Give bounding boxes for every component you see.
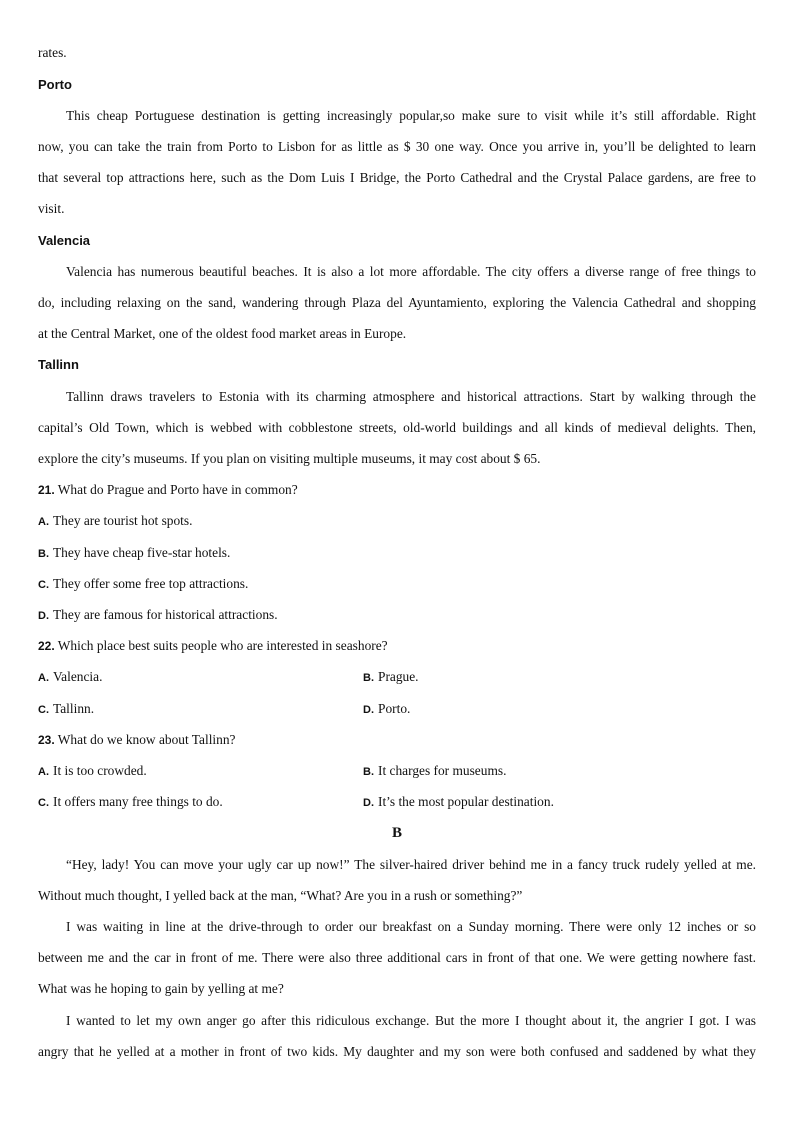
question-23 [38,730,756,750]
question-21 [38,480,756,500]
option-22-b[interactable] [363,667,756,688]
paragraph-line: What was he hoping to gain by yelling at me? [38,981,284,996]
paragraph-line: angry that he yelled at a mother in front of two kids. My daughter and my son were both confused and saddened by what they [38,1044,756,1059]
question-22 [38,636,756,656]
option-label: B. [38,548,49,560]
section-heading-valencia: Valencia [38,233,91,248]
paragraph-line: explore the city’s museums. If you plan on visiting multiple museums, it may cost about $ 65. [38,451,541,466]
question-number: 23. [38,733,55,747]
option-text: Prague. [378,669,419,684]
question-number: 21. [38,483,55,497]
passage-text: rates. [38,45,67,60]
option-label: D. [38,610,49,622]
option-text: They offer some free top attractions. [53,576,249,591]
option-22-d[interactable] [363,699,756,720]
paragraph-line: This cheap Portuguese destination is getting increasingly popular,so make sure to visit while it’s still affordable. Right [66,108,756,123]
option-text: Valencia. [53,669,103,684]
paragraph-line: capital’s Old Town, which is webbed with cobblestone streets, old-world buildings and all kinds of medieval delights. Then, [38,420,756,435]
option-text: They have cheap five-star hotels. [53,545,231,560]
option-label: B. [363,766,374,778]
question-text: What do Prague and Porto have in common? [57,482,298,497]
paragraph-line: between me and the car in front of me. There were also three additional cars in front of that one. We were getting nowhere fast. [38,950,756,965]
option-label: B. [363,672,374,684]
paragraph-line: do, including relaxing on the sand, wandering through Plaza del Ayuntamiento, exploring the Valencia Cathedral and shopping [38,295,756,310]
option-text: They are famous for historical attractions. [53,607,278,622]
question-text: What do we know about Tallinn? [57,732,236,747]
section-heading-porto: Porto [38,77,72,92]
section-heading-b: B [391,825,402,841]
option-text: It charges for museums. [378,763,507,778]
option-text: It is too crowded. [53,763,147,778]
paragraph-line: Tallinn draws travelers to Estonia with its charming atmosphere and historical attractions. Start by walking through the [66,389,756,404]
paragraph-line: Without much thought, I yelled back at the man, “What? Are you in a rush or something?” [38,888,523,903]
option-21-c[interactable] [38,574,756,595]
option-label: C. [38,797,49,809]
option-text: It offers many free things to do. [53,794,223,809]
option-21-a[interactable] [38,511,756,532]
question-text: Which place best suits people who are interested in seashore? [57,638,388,653]
paragraph-line: visit. [38,201,65,216]
option-22-c[interactable] [38,699,338,720]
option-label: A. [38,766,49,778]
paragraph-line: at the Central Market, one of the oldest food market areas in Europe. [38,326,407,341]
option-label: D. [363,704,374,716]
paragraph-line: now, you can take the train from Porto to Lisbon for as little as $ 30 one way. Once you arrive in, you’ll be delighted to learn [38,139,756,154]
question-number: 22. [38,639,55,653]
option-23-b[interactable] [363,761,756,782]
option-label: C. [38,579,49,591]
option-label: D. [363,797,374,809]
option-label: A. [38,672,49,684]
option-label: A. [38,516,49,528]
option-23-c[interactable] [38,792,338,813]
paragraph-line: I wanted to let my own anger go after this ridiculous exchange. But the more I thought about it, the angrier I got. I was [66,1013,756,1028]
option-text: It’s the most popular destination. [378,794,554,809]
option-21-b[interactable] [38,543,756,564]
option-text: Tallinn. [53,701,95,716]
section-heading-tallinn: Tallinn [38,357,79,372]
option-22-a[interactable] [38,667,338,688]
paragraph-line: that several top attractions here, such as the Dom Luis I Bridge, the Porto Cathedral and the Crystal Palace gardens, are free to [38,170,756,185]
paragraph-line: “Hey, lady! You can move your ugly car up now!” The silver-haired driver behind me in a fancy truck rudely yelled at me. [66,857,756,872]
option-21-d[interactable] [38,605,756,626]
paragraph-line: Valencia has numerous beautiful beaches. It is also a lot more affordable. The city offers a diverse range of free things to [66,264,756,279]
option-23-d[interactable] [363,792,756,813]
option-text: Porto. [378,701,411,716]
option-label: C. [38,704,49,716]
option-text: They are tourist hot spots. [53,513,193,528]
paragraph-line: I was waiting in line at the drive-through to order our breakfast on a Sunday morning. There were only 12 inches or so [66,919,756,934]
option-23-a[interactable] [38,761,338,782]
